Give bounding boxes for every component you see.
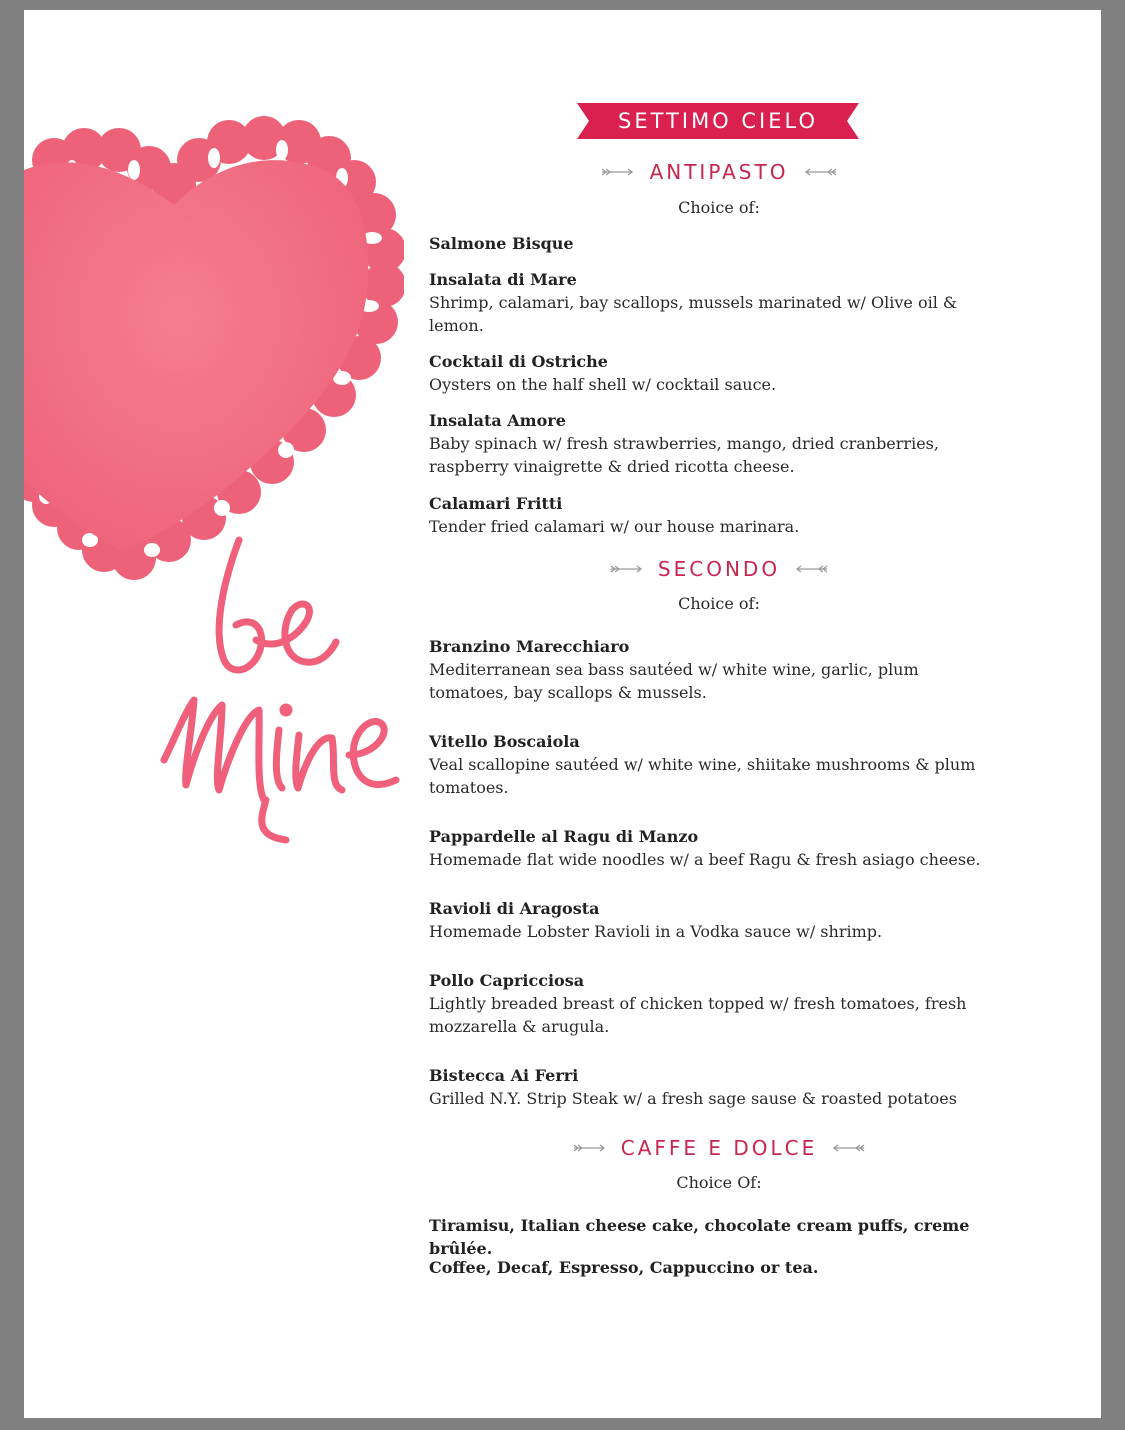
menu-item xyxy=(429,1256,989,1279)
section-subtitle: Choice Of: xyxy=(676,1173,762,1192)
section-title: SECONDO xyxy=(657,557,781,581)
be-mine-heart-artwork xyxy=(24,10,404,860)
arrow-right-icon xyxy=(804,167,838,177)
menu-item xyxy=(429,268,989,337)
menu-item xyxy=(429,969,989,1038)
section-title: CAFFE E DOLCE xyxy=(620,1136,818,1160)
arrow-left-icon xyxy=(609,564,643,574)
menu-item-name: Insalata Amore xyxy=(429,411,566,430)
be-script xyxy=(219,540,336,670)
heart-shape xyxy=(24,160,368,550)
section-heading-antipasto xyxy=(429,160,1009,186)
menu-item-description: Oysters on the half shell w/ cocktail sauce. xyxy=(429,375,777,394)
menu-item-name: Bistecca Ai Ferri xyxy=(429,1066,579,1085)
section-subtitle: Choice of: xyxy=(678,198,760,217)
mine-script xyxy=(164,700,396,840)
section-subtitle: Choice of: xyxy=(678,594,760,613)
menu-item-name: Pappardelle al Ragu di Manzo xyxy=(429,827,699,846)
menu-item-description: Homemade Lobster Ravioli in a Vodka sauce w/ shrimp. xyxy=(429,922,883,941)
arrow-right-icon xyxy=(795,564,829,574)
restaurant-name: SETTIMO CIELO xyxy=(617,109,818,133)
menu-item-name: Calamari Fritti xyxy=(429,494,563,513)
restaurant-banner xyxy=(577,103,859,139)
menu-item xyxy=(429,232,989,255)
section-heading-secondo xyxy=(429,557,1009,583)
menu-item xyxy=(429,825,989,871)
section-title: ANTIPASTO xyxy=(649,160,789,184)
menu-item xyxy=(429,730,989,799)
menu-item-description: Shrimp, calamari, bay scallops, mussels marinated w/ Olive oil & lemon. xyxy=(429,293,958,335)
arrow-left-icon xyxy=(572,1143,606,1153)
menu-item-name: Insalata di Mare xyxy=(429,270,577,289)
menu-item xyxy=(429,897,989,943)
menu-item-name: Salmone Bisque xyxy=(429,234,574,253)
menu-item-name: Branzino Marecchiaro xyxy=(429,637,630,656)
menu-item-name: Tiramisu, Italian cheese cake, chocolate cream puffs, creme brûlée. xyxy=(429,1216,970,1258)
menu-item-name: Coffee, Decaf, Espresso, Cappuccino or tea. xyxy=(429,1258,819,1277)
menu-item-description: Tender fried calamari w/ our house marinara. xyxy=(429,517,800,536)
menu-item xyxy=(429,409,989,478)
menu-page xyxy=(24,10,1101,1418)
menu-item xyxy=(429,350,989,396)
arrow-right-icon xyxy=(832,1143,866,1153)
menu-item-description: Veal scallopine sautéed w/ white wine, shiitake mushrooms & plum tomatoes. xyxy=(429,755,976,797)
menu-item-description: Lightly breaded breast of chicken topped w/ fresh tomatoes, fresh mozzarella & arugula. xyxy=(429,994,967,1036)
menu-item xyxy=(429,492,989,538)
menu-item-description: Baby spinach w/ fresh strawberries, mango, dried cranberries, raspberry vinaigrette & dried ricotta cheese. xyxy=(429,434,939,476)
menu-item-name: Vitello Boscaiola xyxy=(429,732,580,751)
menu-item-name: Ravioli di Aragosta xyxy=(429,899,600,918)
arrow-left-icon xyxy=(600,167,634,177)
menu-item xyxy=(429,635,989,704)
menu-item-description: Homemade flat wide noodles w/ a beef Ragu & fresh asiago cheese. xyxy=(429,850,981,869)
menu-item-description: Grilled N.Y. Strip Steak w/ a fresh sage sause & roasted potatoes xyxy=(429,1089,957,1108)
menu-item-name: Pollo Capricciosa xyxy=(429,971,585,990)
menu-item xyxy=(429,1214,989,1260)
menu-item-description: Mediterranean sea bass sautéed w/ white wine, garlic, plum tomatoes, bay scallops & mussels. xyxy=(429,660,919,702)
section-heading-caffe-e-dolce xyxy=(429,1136,1009,1162)
menu-item xyxy=(429,1064,989,1110)
menu-item-name: Cocktail di Ostriche xyxy=(429,352,608,371)
